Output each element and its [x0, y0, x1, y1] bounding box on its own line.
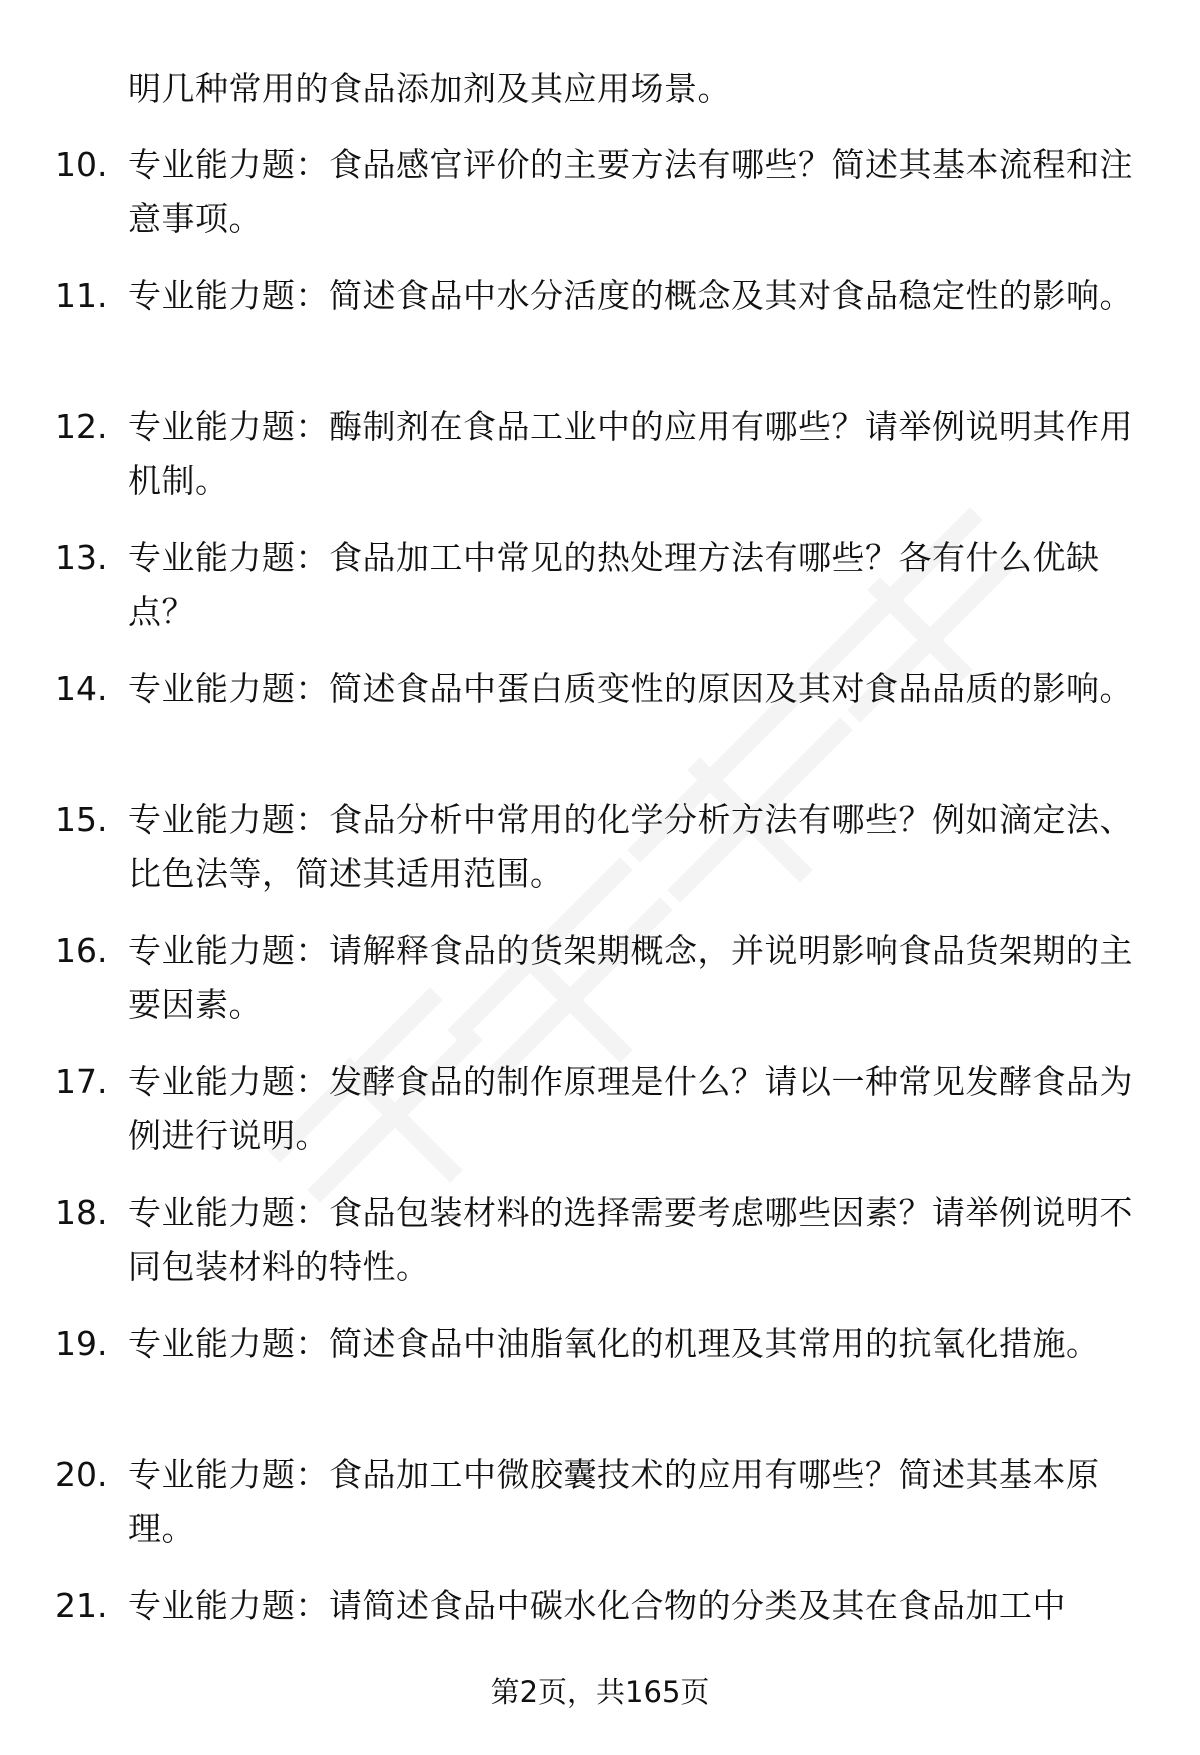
question-list — [0, 138, 1200, 1710]
question-text: 专业能力题：简述食品中油脂氧化的机理及其常用的抗氧化措施。 — [128, 1324, 1100, 1363]
list-item — [0, 1186, 1200, 1317]
question-text: 专业能力题：食品加工中微胶囊技术的应用有哪些？简述其基本原理。 — [128, 1455, 1100, 1548]
question-text: 专业能力题：简述食品中水分活度的概念及其对食品稳定性的影响。 — [128, 276, 1133, 315]
question-number: 13. — [55, 538, 108, 577]
question-text: 专业能力题：食品分析中常用的化学分析方法有哪些？例如滴定法、比色法等，简述其适用范围。 — [128, 800, 1133, 893]
page-number-footer: 第2页，共165页 — [490, 1675, 710, 1709]
question-text: 专业能力题：食品感官评价的主要方法有哪些？简述其基本流程和注意事项。 — [128, 145, 1133, 238]
list-item — [0, 400, 1200, 531]
question-text: 专业能力题：食品包装材料的选择需要考虑哪些因素？请举例说明不同包装材料的特性。 — [128, 1193, 1133, 1286]
question-text: 专业能力题：请解释食品的货架期概念，并说明影响食品货架期的主要因素。 — [128, 931, 1133, 1024]
question-number: 17. — [55, 1062, 108, 1101]
question-text: 专业能力题：食品加工中常见的热处理方法有哪些？各有什么优缺点？ — [128, 538, 1100, 631]
list-item — [0, 924, 1200, 1055]
question-number: 12. — [55, 407, 108, 446]
list-item — [0, 662, 1200, 793]
list-item — [0, 1055, 1200, 1186]
list-item — [0, 138, 1200, 269]
question-number: 14. — [55, 669, 108, 708]
list-item — [0, 531, 1200, 662]
question-number: 15. — [55, 800, 108, 839]
question-number: 16. — [55, 931, 108, 970]
list-item — [0, 793, 1200, 924]
question-text: 专业能力题：发酵食品的制作原理是什么？请以一种常见发酵食品为例进行说明。 — [128, 1062, 1133, 1155]
list-item — [0, 269, 1200, 400]
question-number: 20. — [55, 1455, 108, 1494]
question-number: 11. — [55, 276, 108, 315]
question-number: 21. — [55, 1586, 108, 1625]
continued-question-text: 明几种常用的食品添加剂及其应用场景。 — [128, 69, 731, 108]
question-text: 专业能力题：酶制剂在食品工业中的应用有哪些？请举例说明其作用机制。 — [128, 407, 1133, 500]
question-number: 10. — [55, 145, 108, 184]
question-text: 专业能力题：简述食品中蛋白质变性的原因及其对食品品质的影响。 — [128, 669, 1133, 708]
question-number: 18. — [55, 1193, 108, 1232]
list-item — [0, 1317, 1200, 1448]
list-item — [0, 1448, 1200, 1579]
question-text: 专业能力题：请简述食品中碳水化合物的分类及其在食品加工中 — [128, 1586, 1066, 1625]
question-number: 19. — [55, 1324, 108, 1363]
